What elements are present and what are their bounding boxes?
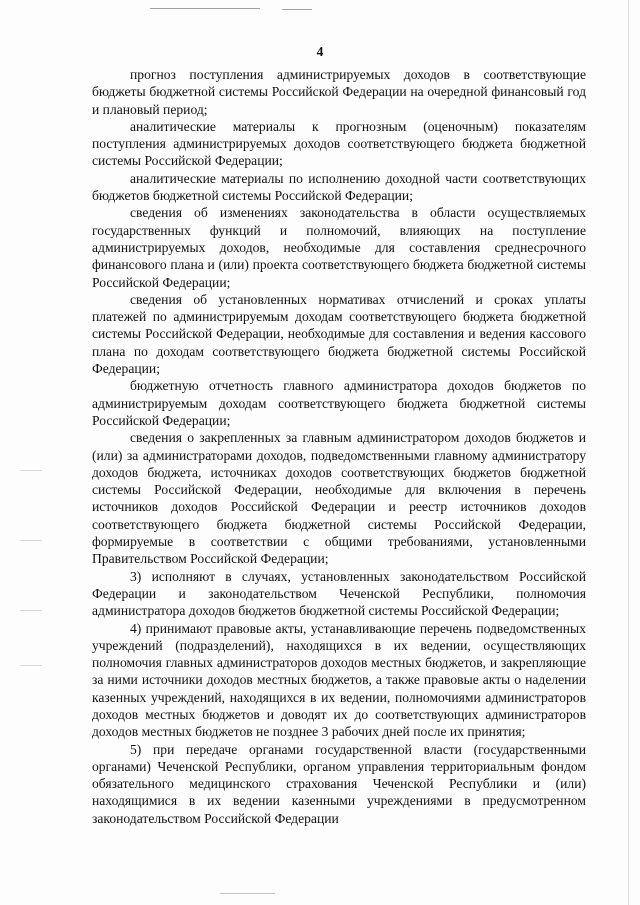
document-body [92, 66, 586, 827]
paragraph: сведения об установленных нормативах отчислений и сроках уплаты платежей по администрируемым доходам соответствующего бюджета бюджетной системы Российской Федерации, необходимые для составления и ведения кассового плана по доходам соответствующего бюджета бюджетной системы Российской Федерации; [92, 291, 586, 377]
paragraph: аналитические материалы по исполнению доходной части соответствующих бюджетов бюджетной системы Российской Федерации; [92, 170, 586, 204]
scan-artifact [20, 470, 42, 471]
scan-artifact [282, 9, 312, 10]
scan-artifact [220, 893, 275, 894]
scan-edge [628, 0, 629, 905]
paragraph: 4) принимают правовые акты, устанавливающие перечень подведомственных учреждений (подразделений), находящихся в их ведении, осуществляющих полномочия главных администраторов доходов местных бюджетов, и закрепляющие за ними источники доходов местных бюджетов, а также правовые акты о наделении казенных учреждений, находящихся в их ведении, полномочиями администраторов доходов местных бюджетов и доводят их до соответствующих администраторов доходов местных бюджетов не позднее 3 рабочих дней после их принятия; [92, 620, 586, 740]
scan-artifact [20, 610, 42, 611]
paragraph: аналитические материалы к прогнозным (оценочным) показателям поступления администрируемых доходов соответствующего бюджета бюджетной системы Российской Федерации; [92, 118, 586, 169]
paragraph: сведения об изменениях законодательства в области осуществляемых государственных функций и полномочий, влияющих на поступление администрируемых доходов, необходимые для составления среднесрочного финансового плана и (или) проекта соответствующего бюджета бюджетной системы Российской Федерации; [92, 205, 586, 290]
scan-artifact [150, 8, 260, 9]
paragraph: бюджетную отчетность главного администратора доходов бюджетов по администрируемым доходам соответствующего бюджета бюджетной системы Российской Федерации; [92, 378, 586, 428]
paragraph: прогноз поступления администрируемых доходов в соответствующие бюджеты бюджетной системы Российской Федерации на очередной финансовый год и плановый период; [92, 67, 586, 117]
scan-artifact [20, 665, 42, 666]
scan-artifact [20, 540, 42, 541]
paragraph: 5) при передаче органами государственной власти (государственными органами) Чеченской Республики, органом управления территориальным фондом обязательного медицинского страхования Чеченской Республики и (или) находящимися в их ведении казенными учреждениями в предусмотренном законодательством Российской Федерации [92, 741, 586, 826]
paragraph: сведения о закрепленных за главным администратором доходов бюджетов и (или) за администраторами доходов, подведомственными главному администратору доходов бюджета, источниках доходов соответствующих бюджетов бюджетной системы Российской Федерации, необходимые для включения в перечень источников доходов Российской Федерации и реестр источников доходов соответствующего бюджета бюджетной системы Российской Федерации, формируемые в соответствии с общими требованиями, установленными Правительством Российской Федерации; [92, 430, 586, 567]
page-number: 4 [316, 44, 324, 59]
paragraph: 3) исполняют в случаях, установленных законодательством Российской Федерации и законодательством Чеченской Республики, полномочия администратора доходов бюджетов бюджетной системы Российской Федерации; [92, 568, 586, 619]
